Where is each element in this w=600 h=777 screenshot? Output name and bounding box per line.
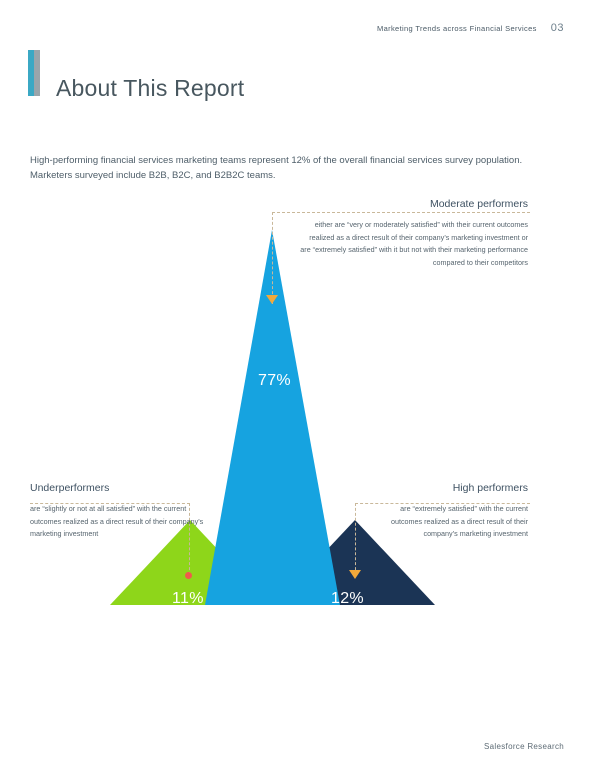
accent-bar-gray: [34, 50, 40, 96]
value-label-high: 12%: [331, 590, 364, 607]
page-title: About This Report: [56, 75, 245, 102]
callout-high-body: are “extremely satisfied” with the current outcomes realized as a direct result of their company’s marketing investment: [390, 504, 528, 539]
marker-triangle-moderate-icon: [266, 295, 278, 304]
performance-triangle-chart: [0, 190, 600, 630]
callout-moderate-performers: [300, 198, 528, 269]
title-block: [28, 50, 244, 127]
callout-underperformers: [30, 482, 210, 541]
callout-moderate-heading: Moderate performers: [429, 198, 528, 210]
page-header: [377, 22, 564, 34]
page-number: 03: [550, 22, 564, 34]
intro-paragraph: High-performing financial services marketing teams represent 12% of the overall financial services survey population. Marketers surveyed include B2B, B2C, and B2B2C teams.: [30, 154, 523, 181]
connector-high-vertical: [355, 503, 356, 575]
footer-source: Salesforce Research: [484, 742, 564, 751]
marker-triangle-high-icon: [349, 570, 361, 579]
header-title: Marketing Trends across Financial Services: [376, 23, 537, 33]
value-label-underperformers: 11%: [172, 590, 204, 607]
title-accent-bars: [28, 50, 40, 96]
callout-underperformers-heading: Underperformers: [30, 482, 110, 494]
value-label-moderate: 77%: [258, 372, 291, 389]
callout-underperformers-body: are “slightly or not at all satisfied” with the current outcomes realized as a direct result of their company’s marketing investment: [30, 504, 204, 539]
callout-high-heading: High performers: [452, 482, 528, 494]
connector-moderate-vertical: [272, 212, 273, 304]
marker-dot-underperformers-icon: [185, 572, 192, 579]
callout-high-performers: [380, 482, 528, 541]
callout-moderate-body: either are “very or moderately satisfied” with their current outcomes realized as a direct result of their company’s marketing investment or are “extremely satisfied” with it but not with their marketing performance compared to their competitors: [300, 220, 528, 267]
